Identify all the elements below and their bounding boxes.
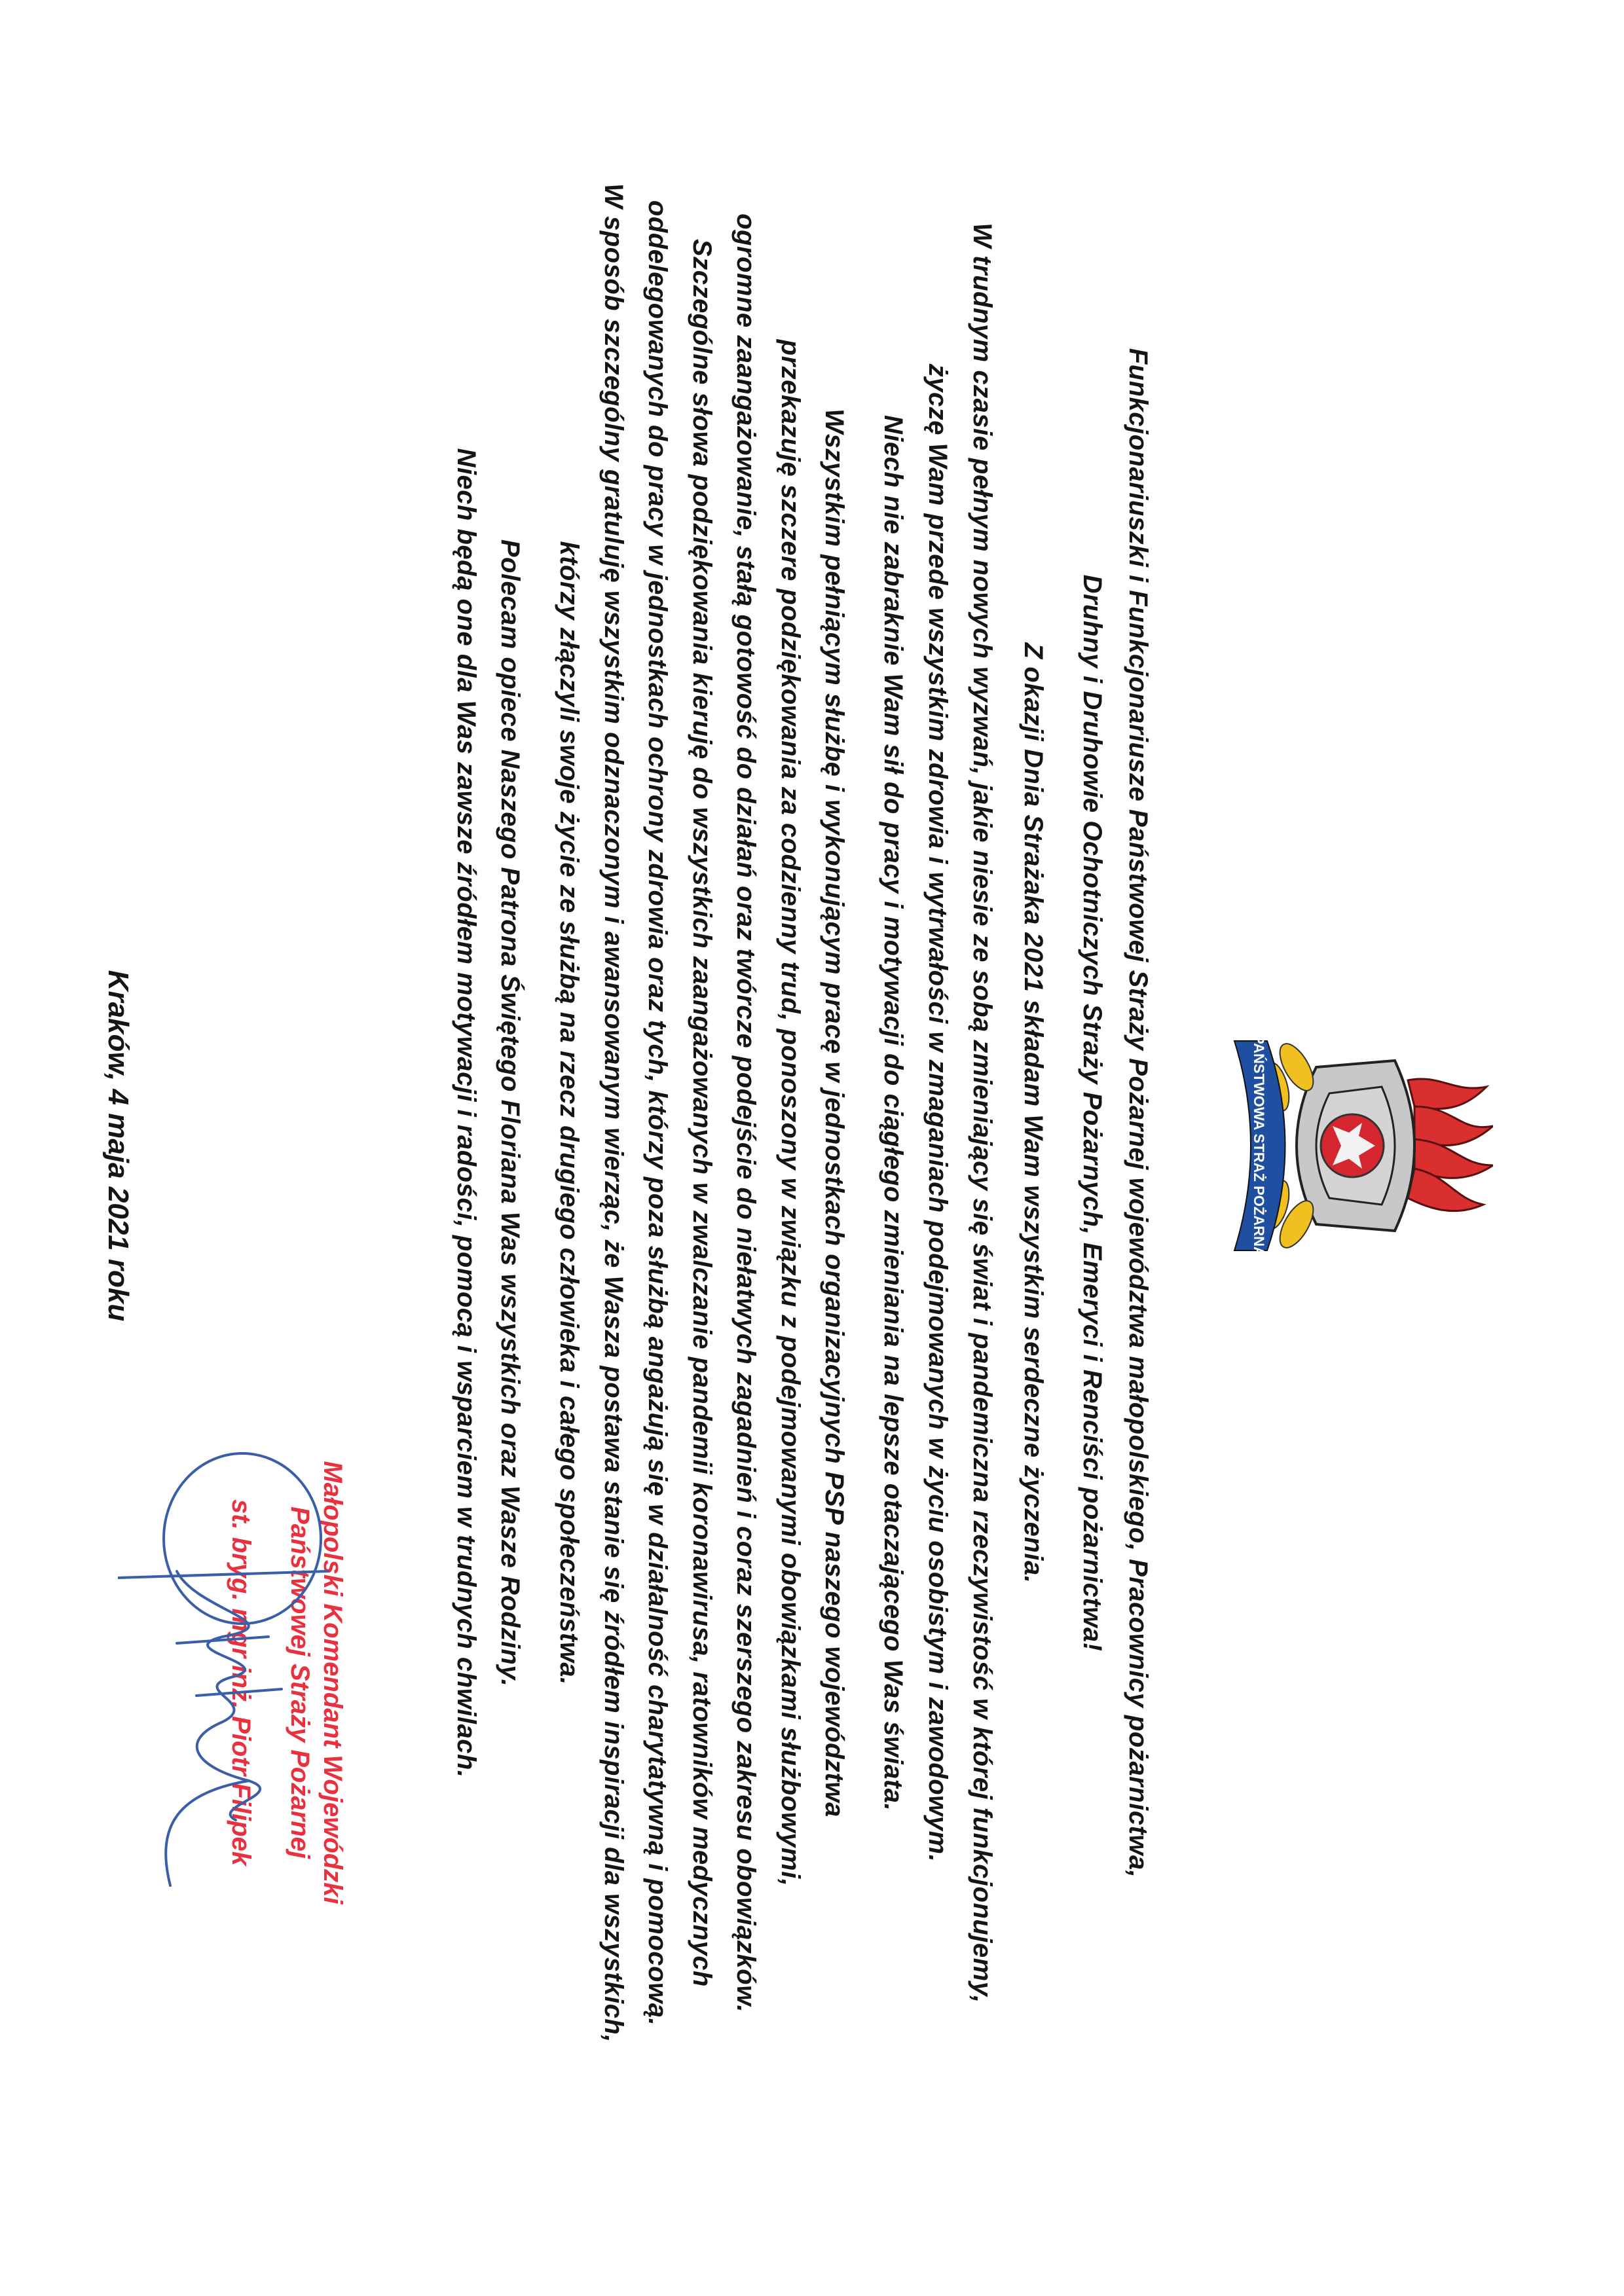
letter-line: W trudnym czasie pełnym nowych wyzwań, jakie niesie ze sobą zmieniający się świat i pandemiczna rzeczywistość w której funkcjonujemy, (968, 223, 997, 2003)
letter-line: ogromne zaangażowanie, stałą gotowość do działań oraz twórcze podejście do niełatwych zagadnień i coraz szerszego zakresu obowiązków. (731, 213, 760, 2013)
date-place: Kraków, 4 maja 2021 roku (102, 970, 134, 1322)
letter-line: Wszystkim pełniącym służbę i wykonującym pracę w jednostkach organizacyjnych PSP naszego województwa (820, 409, 849, 1817)
letter-line: przekazuję szczere podziękowania za codzienny trud, ponoszony w związku z podejmowanymi obowiązkami służbowymi, (776, 339, 805, 1887)
letter-line: Funkcjonariuszki i Funkcjonariusze Państwowej Straży Pożarnej województwa małopolskiego, Pracownicy pożarnictwa, (1124, 348, 1153, 1878)
letter-line: W sposób szczególny gratuluję wszystkim odznaczonym i awansowanym wierząc, że Wasza postawa stanie się źródłem inspiracji dla wszystkich, (599, 183, 628, 2043)
letter-line: życzę Wam przede wszystkim zdrowia i wytrwałości w zmaganiach podejmowanych w życiu osobistym i zawodowym. (923, 363, 952, 1863)
logo-text: PAŃSTWOWA STRAŻ POŻARNA (1251, 1034, 1267, 1257)
handwritten-signature (118, 1440, 393, 1899)
letter-line: oddelegowanych do pracy w jednostkach ochrony zdrowia oraz tych, którzy poza służbą angażują się w działalność charytatywną i pomocową. (643, 200, 672, 2026)
signatory-organization: Państwowej Straży Pożarnej (286, 1506, 314, 1859)
letter-line: Polecam opiece Naszego Patrona Świętego Floriana Was wszystkich oraz Wasze Rodziny. (496, 539, 525, 1687)
letter-line: Szczególne słowa podziękowania kieruję do wszystkich zaangażowanych w zwalczanie pandemii koronawirusa, ratowników medycznych (688, 239, 716, 1987)
letter-line: Druhny i Druhowie Ochotniczych Straży Pożarnych, Emeryci i Renciści pożarnictwa! (1078, 574, 1107, 1652)
fire-service-emblem-logo (1225, 1034, 1493, 1257)
letter-line: Niech nie zabraknie Wam sił do pracy i motywacji do ciągłego zmieniania na lepsze otaczającego Was świata. (879, 414, 908, 1812)
letter-line: Z okazji Dnia Strażaka 2021 składam Wam wszystkim serdeczne życzenia. (1019, 642, 1048, 1584)
letter-line: którzy złączyli swoje życie ze służbą na rzecz drugiego człowieka i całego społeczeństwa. (555, 541, 583, 1685)
letter-line: Niech będą one dla Was zawsze źródłem motywacji i radości, pomocą i wsparciem w trudnych chwilach. (452, 448, 481, 1778)
signatory-name: st. bryg. mgr inż. Piotr Filipek (227, 1499, 255, 1867)
signatory-title: Małopolski Komendant Wojewódzki (318, 1461, 347, 1904)
